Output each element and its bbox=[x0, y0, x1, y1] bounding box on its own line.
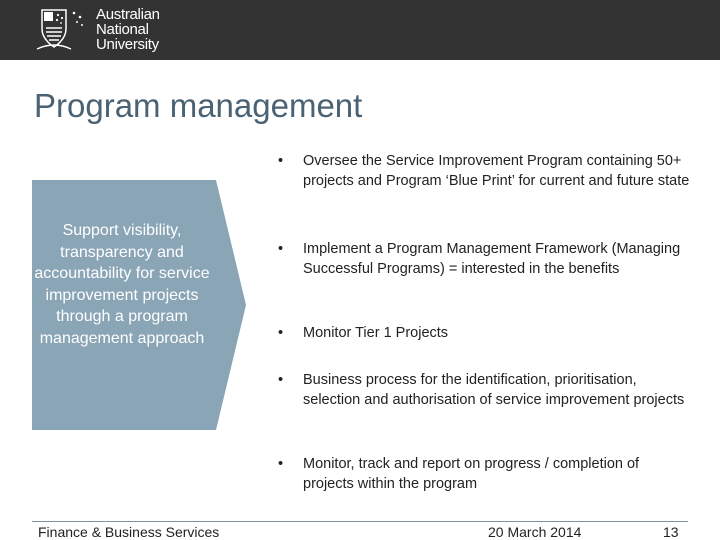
bullet-marker: • bbox=[278, 372, 284, 388]
bullet-text: Implement a Program Management Framework (Managing Successful Programs) = interested in the benefits bbox=[303, 241, 681, 277]
slide-title: Program management bbox=[34, 87, 363, 124]
bullet-marker: • bbox=[278, 325, 284, 341]
page-number: 13 bbox=[663, 524, 679, 540]
bullet-text: Business process for the identification, prioritisation, selection and authorisation of service improvement projects bbox=[303, 372, 685, 408]
bullet-text: Monitor, track and report on progress / completion of projects within the program bbox=[303, 456, 640, 492]
logo-line-2: National bbox=[96, 21, 149, 38]
footer-department: Finance & Business Services bbox=[38, 524, 220, 540]
bullet-marker: • bbox=[278, 456, 284, 472]
university-name bbox=[96, 7, 160, 52]
callout-text: Support visibility, transparency and accountability for service improvement projects through a program management approach bbox=[34, 222, 210, 347]
footer-date: 20 March 2014 bbox=[488, 524, 582, 540]
callout-arrow-box bbox=[32, 180, 246, 430]
bullet-marker: • bbox=[278, 241, 284, 257]
header-bar bbox=[0, 0, 720, 60]
logo-line-3: University bbox=[96, 36, 159, 53]
bullet-marker: • bbox=[278, 153, 284, 169]
anu-crest-icon bbox=[36, 7, 88, 51]
logo-line-1: Australian bbox=[96, 6, 160, 23]
bullet-text: Monitor Tier 1 Projects bbox=[303, 325, 449, 341]
bullet-text: Oversee the Service Improvement Program containing 50+ projects and Program ‘Blue Print’ for current and future state bbox=[303, 153, 690, 189]
footer-divider bbox=[32, 521, 688, 522]
